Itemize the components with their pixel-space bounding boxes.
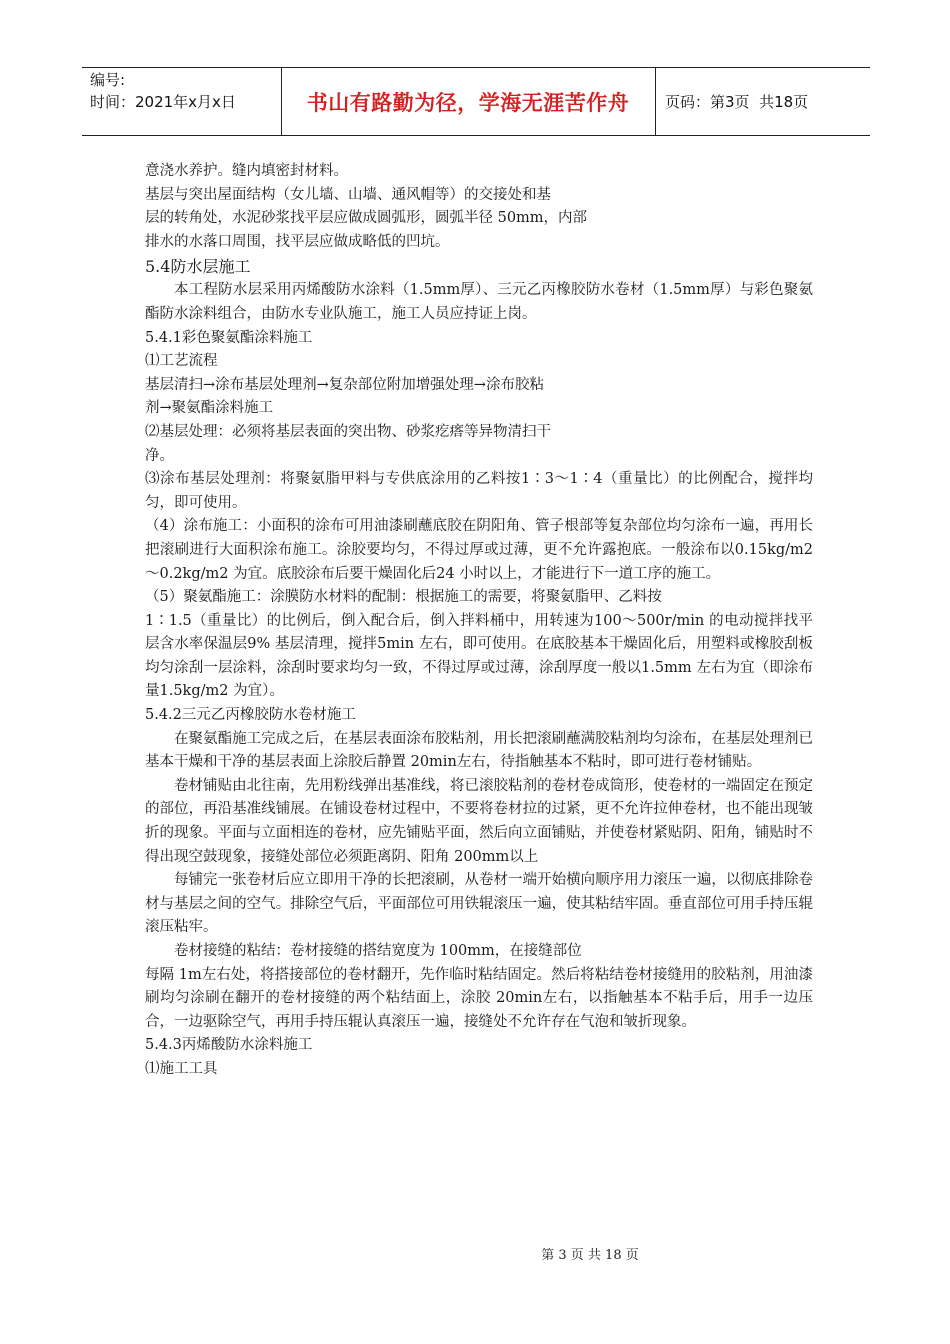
page-header xyxy=(82,67,870,137)
header-page-info: 页码：第3页 共18页 xyxy=(665,93,809,111)
paragraph: 每隔 1m左右处，将搭接部位的卷材翻开，先作临时粘结固定。然后将粘结卷材接缝用的胶粘剂，用油漆刷均匀涂刷在翻开的卷材接缝的两个粘结面上，涂胶 20min左右，以指触基本不粘手后，用手一边压合，一边驱除空气，再用手持压辊认真滚压一遍，接缝处不允许存在气泡和皱折现象。 xyxy=(145,966,813,1030)
paragraph: 5.4.2三元乙丙橡胶防水卷材施工 xyxy=(145,707,356,724)
page-footer: 第 3 页 共 18 页 xyxy=(541,1248,639,1263)
paragraph: ⑴施工工具 xyxy=(145,1060,218,1077)
paragraph: 净。 xyxy=(145,447,174,464)
paragraph: ⑶涂布基层处理剂：将聚氨脂甲料与专供底涂用的乙料按1∶3～1∶4（重量比）的比例配合，搅拌均匀，即可使用。 xyxy=(145,471,813,511)
paragraph: 卷材铺贴由北往南，先用粉线弹出基准线，将已滚胶粘剂的卷材卷成筒形，使卷材的一端固定在预定的部位，再沿基准线铺展。在铺设卷材过程中，不要将卷材拉的过紧，更不允许拉伸卷材，也不能出现皱折的现象。平面与立面相连的卷材，应先铺贴平面，然后向立面铺贴，并使卷材紧贴阴、阳角，铺贴时不得出现空鼓现象，接缝处部位必须距离阴、阳角 200mm以上 xyxy=(145,777,813,865)
paragraph: （5）聚氨酯施工：涂膜防水材料的配制：根据施工的需要，将聚氨脂甲、乙料按 xyxy=(145,589,662,606)
header-divider xyxy=(655,67,656,136)
header-meta xyxy=(90,69,236,113)
paragraph: 卷材接缝的粘结：卷材接缝的搭结宽度为 100mm，在接缝部位 xyxy=(174,943,582,959)
paragraph: 5.4.1彩色聚氨酯涂料施工 xyxy=(145,329,313,346)
paragraph: 层的转角处，水泥砂浆找平层应做成圆弧形，圆弧半径 50mm，内部 xyxy=(145,210,588,227)
paragraph: 5.4.3丙烯酸防水涂料施工 xyxy=(145,1037,313,1054)
paragraph: （4）涂布施工：小面积的涂布可用油漆刷蘸底胶在阴阳角、管子根部等复杂部位均匀涂布一遍，再用长把滚刷进行大面积涂布施工。涂胶要均匀，不得过厚或过薄，更不允许露抱底。一般涂布以0.15kg/m2～0.2kg/m2 为宜。底胶涂布后要干燥固化后24 小时以上，才能进行下一道工序的施工。 xyxy=(145,518,813,582)
paragraph: 剂→聚氨酯涂料施工 xyxy=(145,400,274,417)
paragraph: 在聚氨酯施工完成之后，在基层表面涂布胶粘剂，用长把滚刷蘸满胶粘剂均匀涂布，在基层处理剂已基本干燥和干净的基层表面上涂胶后静置 20min左右，待指触基本不粘时，即可进行卷材铺贴。 xyxy=(145,730,813,771)
paragraph: 基层与突出屋面结构（女儿墙、山墙、通风帽等）的交接处和基 xyxy=(145,186,551,203)
paragraph: ⑴工艺流程 xyxy=(145,353,218,370)
paragraph: 排水的水落口周围，找平层应做成略低的凹坑。 xyxy=(145,233,450,250)
document-date: 时间：2021年x月x日 xyxy=(90,93,236,111)
section-heading: 5.4防水层施工 xyxy=(145,257,251,277)
paragraph: 本工程防水层采用丙烯酸防水涂料（1.5mm厚）、三元乙丙橡胶防水卷材（1.5mm厚）与彩色聚氨酯防水涂料组合，由防水专业队施工，施工人员应持证上岗。 xyxy=(145,282,813,322)
paragraph: 每铺完一张卷材后应立即用干净的长把滚刷，从卷材一端开始横向顺序用力滚压一遍，以彻底排除卷材与基层之间的空气。排除空气后，平面部位可用铁辊滚压一遍，使其粘结牢固。垂直部位可用手持压辊滚压粘牢。 xyxy=(145,872,813,936)
document-body xyxy=(145,160,813,1082)
header-motto: 书山有路勤为径，学海无涯苦作舟 xyxy=(306,90,630,115)
document-number-label: 编号: xyxy=(90,71,126,89)
paragraph: ⑵基层处理：必须将基层表面的突出物、砂浆疙瘩等异物清扫干 xyxy=(145,423,551,440)
paragraph: 基层清扫→涂布基层处理剂→复杂部位附加增强处理→涂布胶粘 xyxy=(145,376,544,393)
paragraph: 1∶1.5（重量比）的比例后，倒入配合后，倒入拌料桶中，用转速为100～500r/min 的电动搅拌找平层含水率保温层9% 基层清理，搅拌5min 左右，即可使用。在底胶基本干燥固化后，用塑料或橡胶刮板均匀涂刮一层涂料，涂刮时要求均匀一致，不得过厚或过薄，涂刮厚度一般以1.5mm 左右为宜（即涂布量1.5kg/m2 为宜）。 xyxy=(145,612,813,700)
paragraph: 意浇水养护。缝内填密封材料。 xyxy=(145,163,348,179)
